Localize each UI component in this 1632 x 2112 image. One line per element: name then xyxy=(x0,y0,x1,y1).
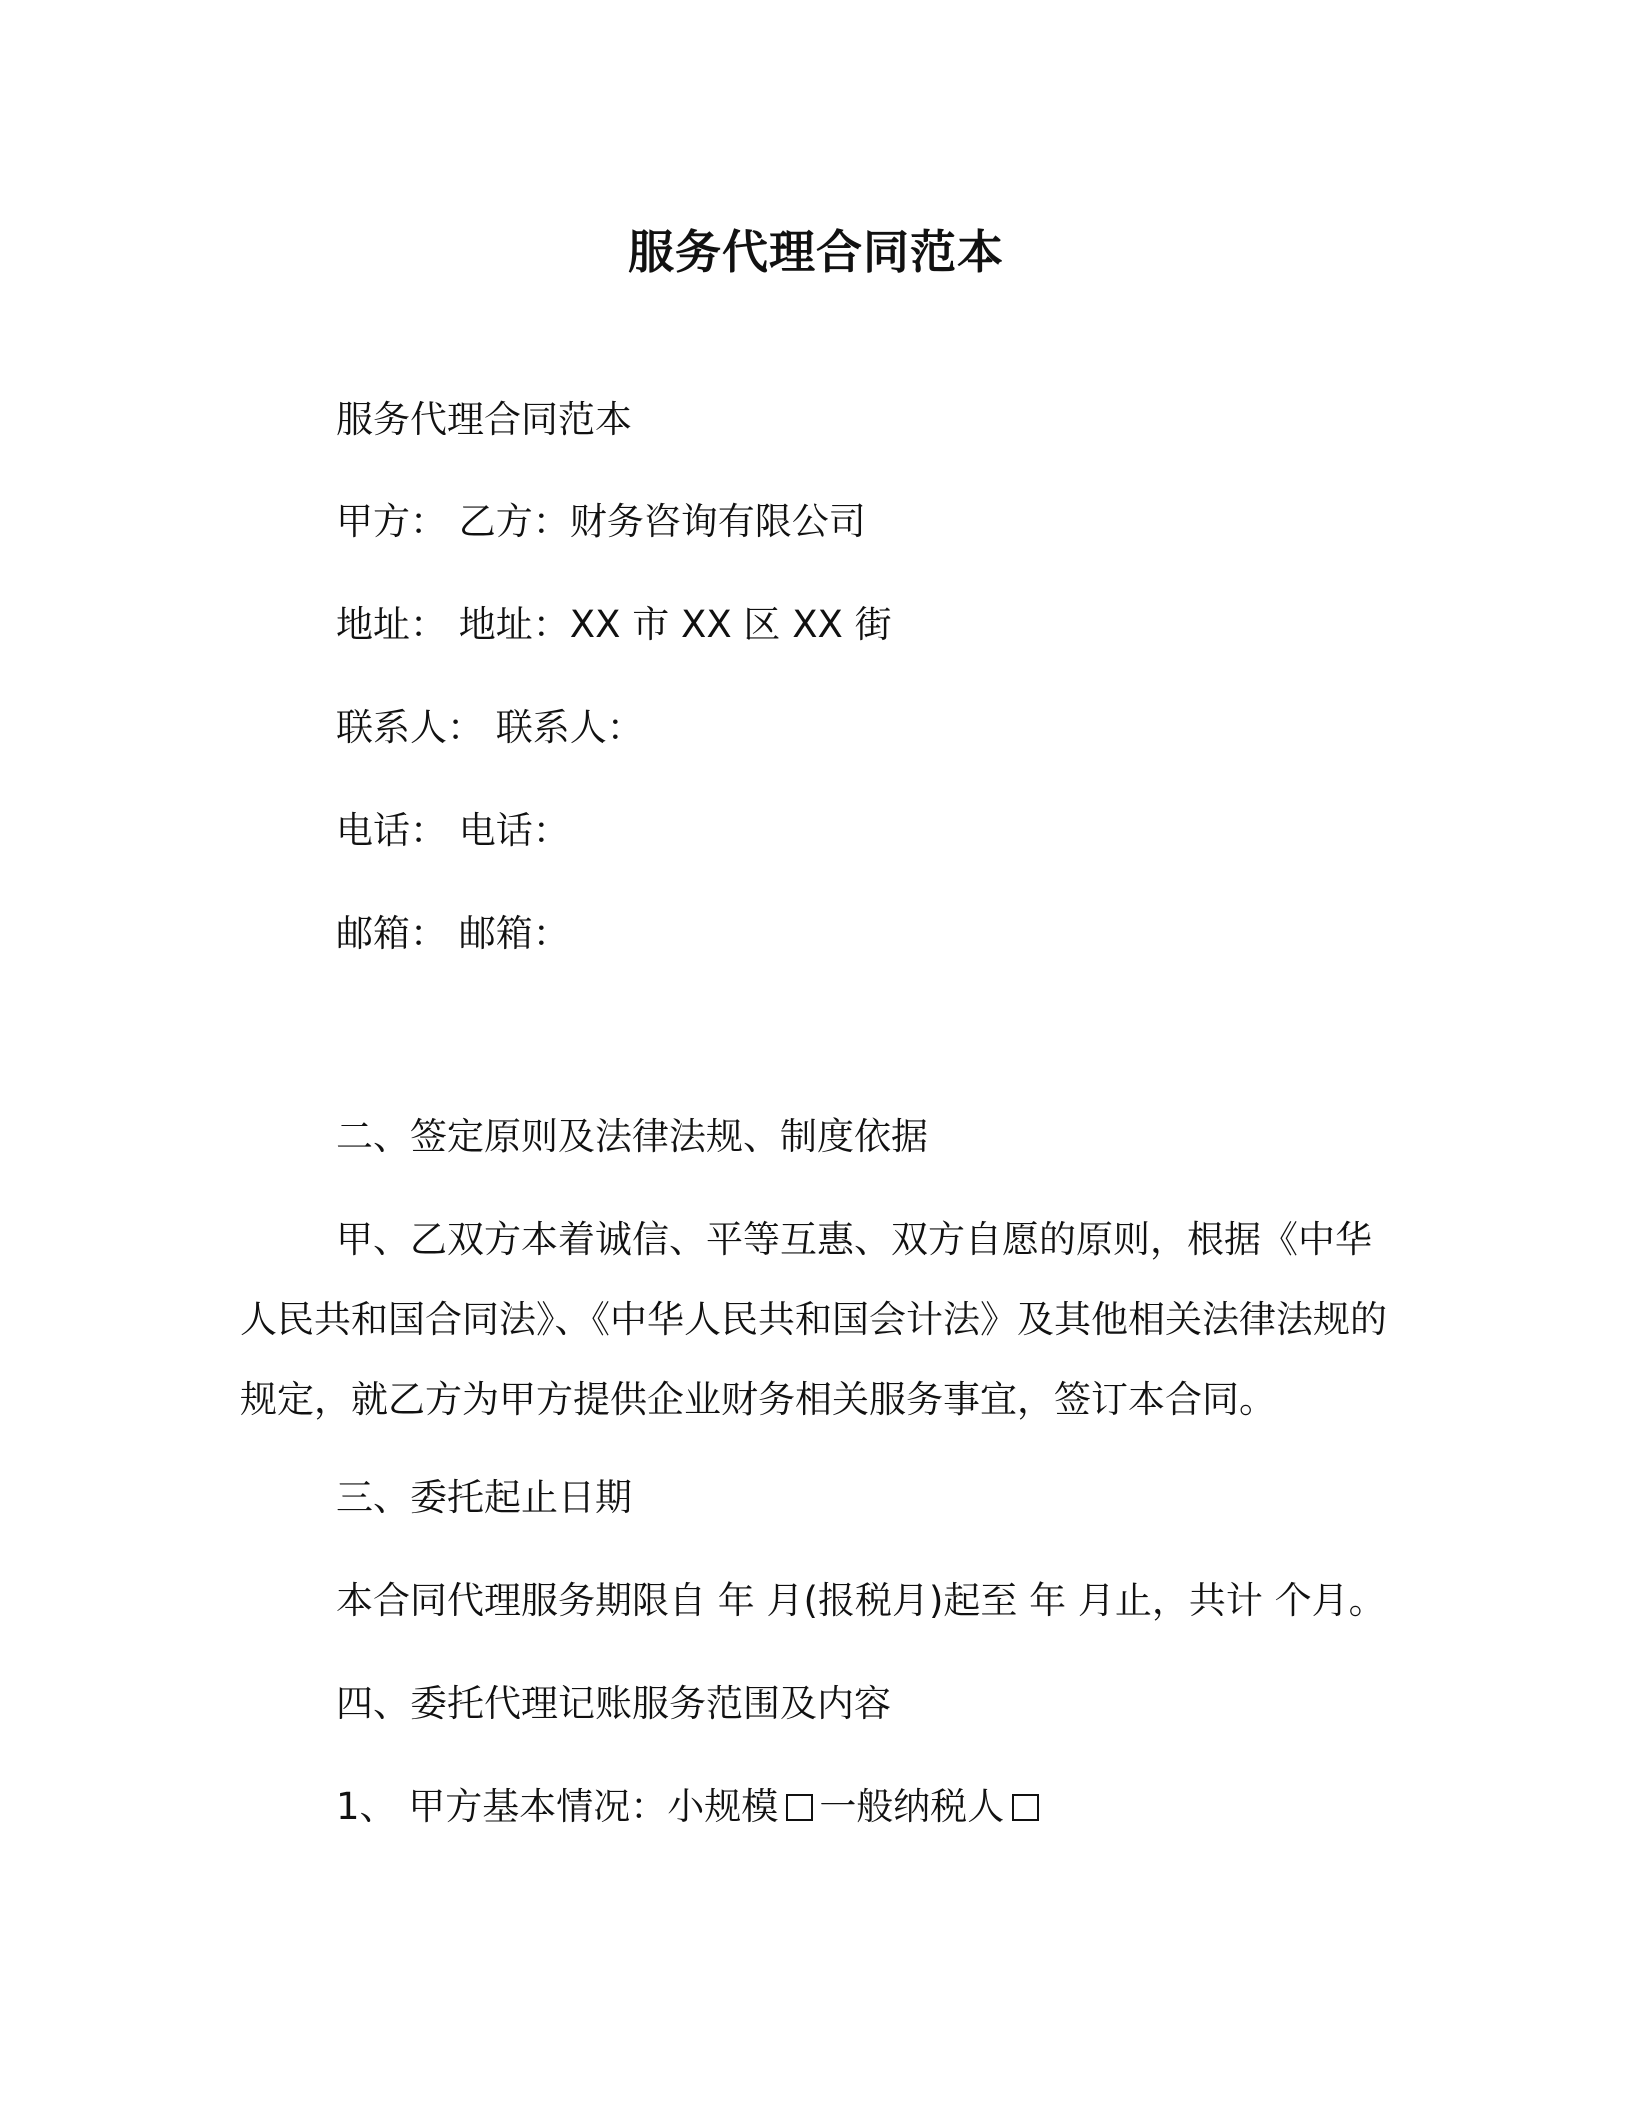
item1-prefix: 1、 甲方基本情况：小规模 xyxy=(336,1785,779,1828)
contact-line: 联系人： 联系人： xyxy=(336,706,644,749)
phone-line: 电话： 电话： xyxy=(336,809,570,852)
party-line: 甲方： 乙方：财务咨询有限公司 xyxy=(336,500,866,543)
item1-line xyxy=(336,1782,1045,1832)
section2-body: 甲、乙双方本着诚信、平等互惠、双方自愿的原则，根据《中华人民共和国合同法》、《中华人民共和国会计法》及其他相关法律法规的规定，就乙方为甲方提供企业财务相关服务事宜，签订本合同。 xyxy=(240,1218,1387,1421)
general-taxpayer-checkbox[interactable] xyxy=(1012,1794,1039,1821)
document-title: 服务代理合同范本 xyxy=(628,225,1004,279)
section4-heading: 四、委托代理记账服务范围及内容 xyxy=(336,1682,891,1725)
email-line: 邮箱： 邮箱： xyxy=(336,912,570,955)
section3-body: 本合同代理服务期限自 年 月(报税月)起至 年 月止，共计 个月。 xyxy=(336,1579,1386,1622)
item1-middle: 一般纳税人 xyxy=(819,1785,1005,1828)
section2-heading: 二、签定原则及法律法规、制度依据 xyxy=(336,1115,928,1158)
document-subtitle: 服务代理合同范本 xyxy=(336,398,632,441)
small-scale-checkbox[interactable] xyxy=(786,1794,813,1821)
section3-heading: 三、委托起止日期 xyxy=(336,1476,632,1519)
address-line: 地址： 地址：XX 市 XX 区 XX 街 xyxy=(336,603,892,646)
